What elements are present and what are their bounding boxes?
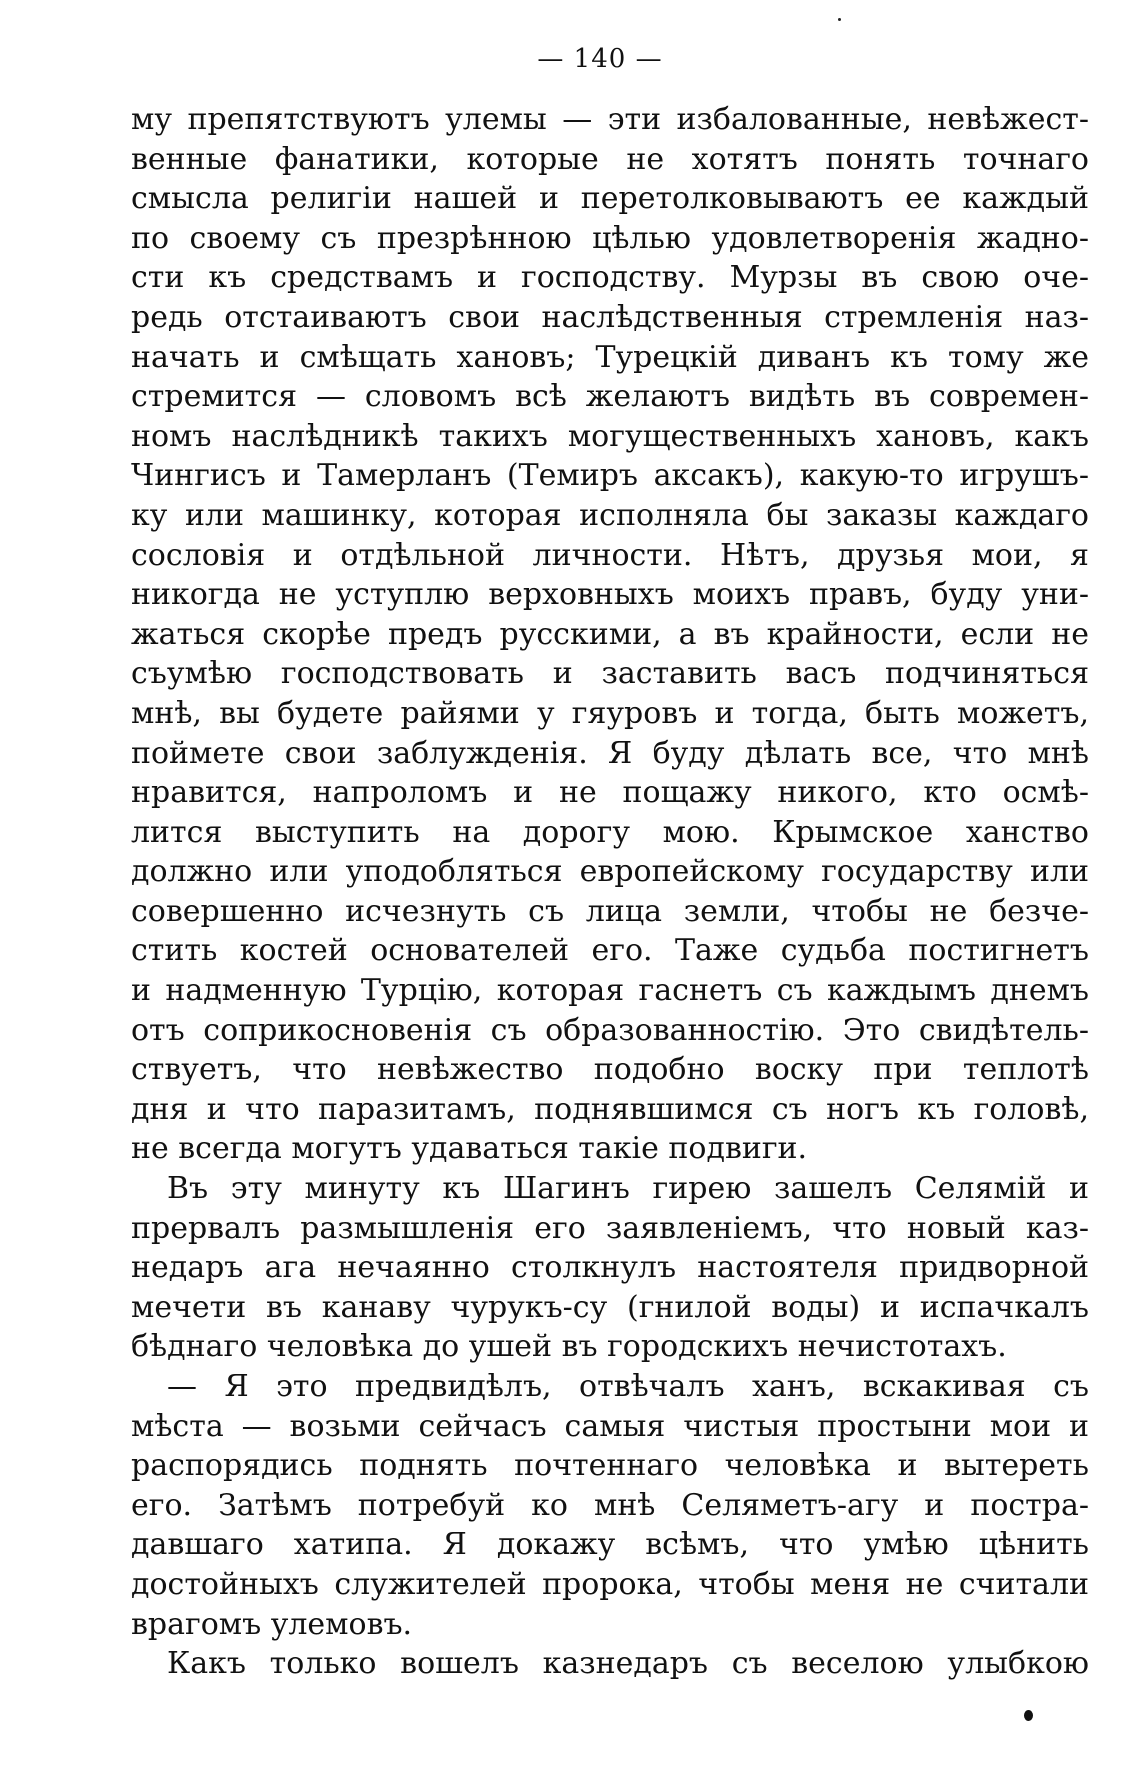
text-line: прервалъ размышленія его заявленіемъ, что новый каз- — [131, 1210, 1089, 1246]
text-line: мечети въ канаву чурукъ-су (гнилой воды) и испачкалъ — [131, 1289, 1089, 1325]
text-line: отъ соприкосновенія съ образованностію. Это свидѣтель- — [131, 1012, 1089, 1048]
text-line: стить костей основателей его. Таже судьба постигнетъ — [131, 933, 1089, 969]
text-line: совершенно исчезнуть съ лица земли, чтобы не безче- — [131, 893, 1089, 929]
text-line: дня и что паразитамъ, поднявшимся съ ногъ къ головѣ, — [131, 1091, 1089, 1127]
paragraph-start-line: Какъ только вошелъ казнедаръ съ веселою улыбкою — [167, 1646, 1089, 1682]
paragraph-start-line: — Я это предвидѣлъ, отвѣчалъ ханъ, вскакивая съ — [167, 1369, 1089, 1404]
paragraph-start-line: Въ эту минуту къ Шагинъ гирею зашелъ Селямій и — [167, 1171, 1089, 1207]
text-line: редь отстаиваютъ свои наслѣдственныя стремленія наз- — [131, 299, 1089, 335]
body-text — [131, 100, 1089, 1684]
text-line: не всегда могутъ удаваться такіе подвиги. — [131, 1131, 808, 1167]
text-line: должно или уподобляться европейскому государству или — [131, 854, 1089, 890]
text-line: врагомъ улемовъ. — [131, 1606, 413, 1642]
text-line: достойныхъ служителей пророка, чтобы меня не считали — [131, 1566, 1089, 1602]
text-line: нравится, напроломъ и не пощажу никого, кто осмѣ- — [131, 775, 1089, 811]
text-line: никогда не уступлю верховныхъ моихъ правъ, буду уни- — [131, 577, 1089, 613]
text-line: стремится — словомъ всѣ желаютъ видѣть въ современ- — [131, 379, 1089, 415]
text-line: мнѣ, вы будете райями у гяуровъ и тогда, быть можетъ, — [131, 695, 1089, 731]
text-line: номъ наслѣдникѣ такихъ могущественныхъ хановъ, какъ — [131, 418, 1089, 454]
text-line: сти къ средствамъ и господству. Мурзы въ свою оче- — [131, 260, 1089, 296]
text-line: смысла религіи нашей и перетолковываютъ ее каждый — [131, 181, 1089, 217]
ink-blot — [1024, 1710, 1033, 1721]
print-speck — [838, 18, 841, 21]
page-number: — 140 — — [537, 44, 663, 74]
text-line: бѣднаго человѣка до ушей въ городскихъ нечистотахъ. — [131, 1329, 1007, 1365]
text-line: распорядись поднять почтеннаго человѣка и вытереть — [131, 1448, 1089, 1484]
text-line: му препятствуютъ улемы — эти избалованные, невѣжест- — [131, 102, 1089, 137]
text-line: жаться скорѣе предъ русскими, а въ крайности, если не — [131, 616, 1089, 652]
text-line: начать и смѣщать хановъ; Турецкій диванъ къ тому же — [131, 339, 1089, 375]
text-line: по своему съ презрѣнною цѣлью удовлетворенія жадно- — [131, 220, 1089, 256]
text-line: поймете свои заблужденія. Я буду дѣлать все, что мнѣ — [131, 735, 1089, 771]
text-line: недаръ ага нечаянно столкнулъ настоятеля придворной — [131, 1250, 1089, 1286]
text-line: съумѣю господствовать и заставить васъ подчиняться — [131, 656, 1089, 692]
text-line: мѣста — возьми сейчасъ самыя чистыя простыни мои и — [131, 1408, 1089, 1444]
text-line: венные фанатики, которые не хотятъ понять точнаго — [131, 141, 1089, 177]
text-line: и надменную Турцію, которая гаснетъ съ каждымъ днемъ — [131, 973, 1089, 1009]
text-line: его. Затѣмъ потребуй ко мнѣ Селяметъ-агу и постра- — [131, 1487, 1089, 1523]
text-line: ку или машинку, которая исполняла бы заказы каждаго — [131, 497, 1089, 533]
text-line: лится выступить на дорогу мою. Крымское ханство — [131, 814, 1089, 850]
text-line: Чингисъ и Тамерланъ (Темиръ аксакъ), какую-то игрушъ- — [131, 458, 1089, 494]
text-line: сословія и отдѣльной личности. Нѣтъ, друзья мои, я — [131, 537, 1089, 573]
text-line: давшаго хатипа. Я докажу всѣмъ, что умѣю цѣнить — [131, 1527, 1089, 1563]
text-line: ствуетъ, что невѣжество подобно воску при теплотѣ — [131, 1052, 1089, 1088]
